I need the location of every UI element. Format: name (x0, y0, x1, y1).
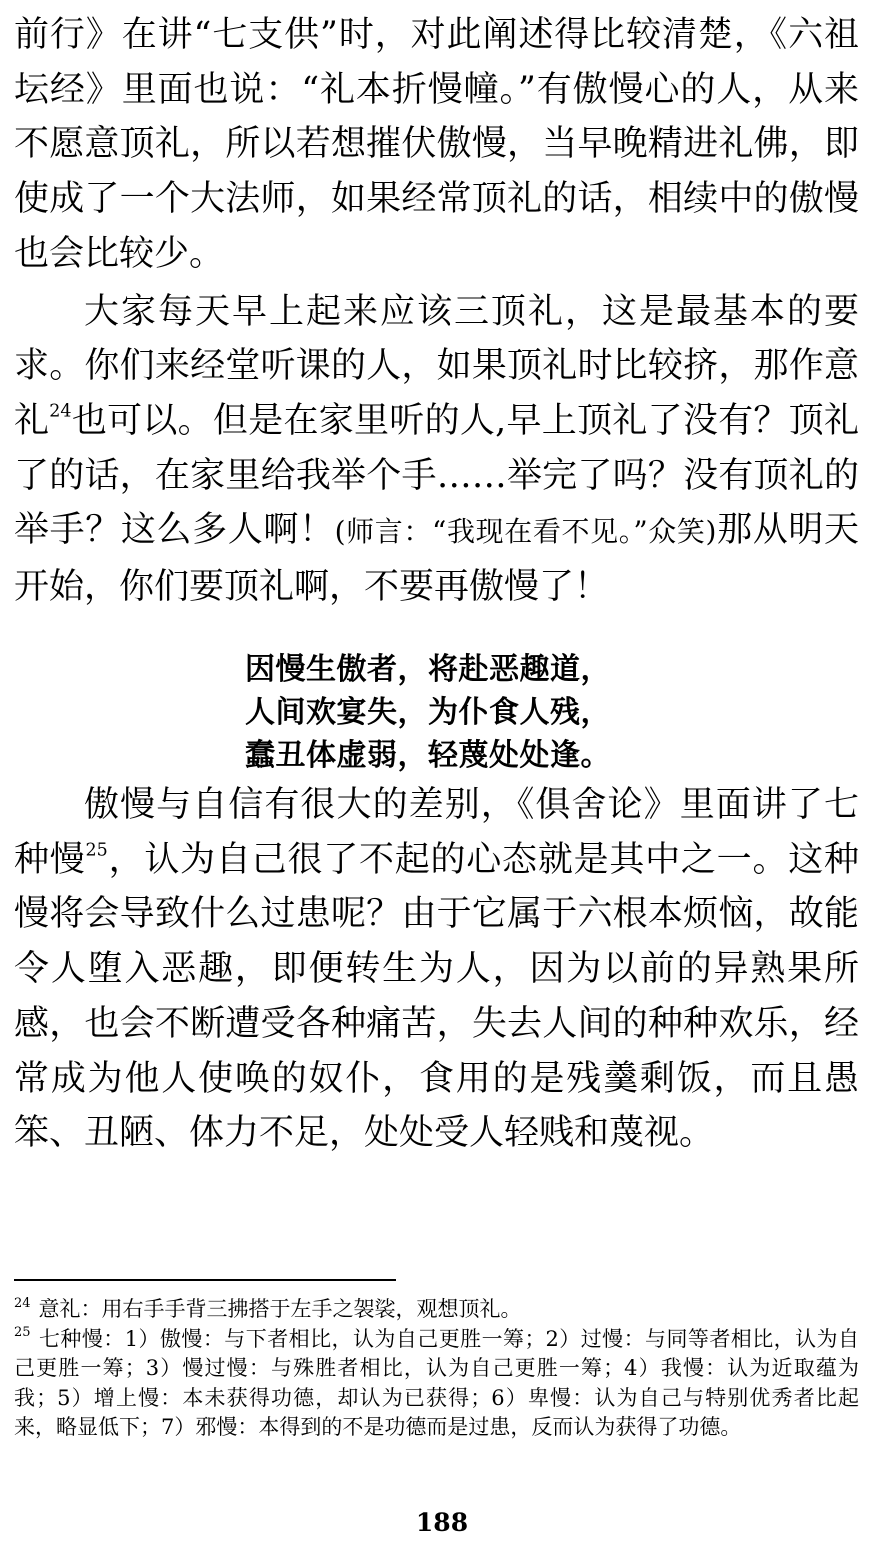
verse-line: 因慢生傲者，将赴恶趣道， (245, 652, 611, 687)
verse-line: 蠢丑体虚弱，轻蔑处处逢。 (245, 738, 611, 773)
footnote-number: 25 (14, 1325, 31, 1341)
paragraph-pride (14, 778, 859, 1161)
footnote-text: 意礼：用右手手背三拂搭于左手之袈裟，观想顶礼。 (38, 1297, 522, 1321)
footnote-25 (14, 1325, 859, 1443)
paragraph-text: 大家每天早上起来应该三顶礼，这是最基本的要求。你们来经堂听课的人，如果顶礼时比较挤，那作意礼 (14, 291, 859, 441)
footnote-ref-25[interactable]: 25 (85, 839, 108, 860)
verse-block (245, 648, 865, 777)
footnote-divider (14, 1279, 396, 1281)
main-text-bottom (14, 778, 859, 1161)
teacher-aside: (师言：“我现在看不见。”众笑) (334, 515, 717, 549)
footnotes (14, 1295, 859, 1443)
footnote-24 (14, 1295, 859, 1325)
paragraph-prostration (14, 285, 859, 615)
paragraph-text: 那从明天开始，你们要顶礼啊，不要再傲慢了！ (14, 510, 859, 608)
page-number: 188 (415, 1508, 469, 1537)
verse-line: 人间欢宴失，为仆食人残， (245, 695, 611, 730)
paragraph-continuation (14, 8, 859, 282)
paragraph-text: 前行》在讲“七支供”时，对此阐述得比较清楚，《六祖坛经》里面也说：“礼本折慢幢。”有傲慢心的人，从来不愿意顶礼，所以若想摧伏傲慢，当早晚精进礼佛，即使成了一个大法师，如果经常顶礼的话，相续中的傲慢也会比较少。 (14, 15, 859, 274)
footnote-number: 24 (14, 1295, 31, 1311)
paragraph-text: ，认为自己很了不起的心态就是其中之一。这种慢将会导致什么过患呢？由于它属于六根本烦恼，故能令人堕入恶趣，即便转生为人，因为以前的异熟果所感，也会不断遭受各种痛苦，失去人间的种种欢乐，经常成为他人使唤的奴仆，食用的是残羹剩饭，而且愚笨、丑陋、体力不足，处处受人轻贱和蔑视。 (14, 839, 859, 1154)
paragraph-text: 也可以。但是在家里听的人,早上顶礼了没有？顶礼了的话，在家里给我举个手……举完了吗？没有顶礼的举手？这么多人啊！ (14, 400, 859, 551)
footnote-text: 七种慢：1）傲慢：与下者相比，认为自己更胜一筹；2）过慢：与同等者相比，认为自己更胜一筹；3）慢过慢：与殊胜者相比，认为自己更胜一筹；4）我慢：认为近取蕴为我；5）增上慢：本未获得功德，却认为已获得；6）卑慢：认为自己与特别优秀者比起来，略显低下；7）邪慢：本得到的不是功德而是过患，反而认为获得了功德。 (14, 1326, 859, 1439)
paragraph-text: 傲慢与自信有很大的差别，《俱舍论》里面讲了七种慢 (14, 785, 859, 880)
footnote-ref-24[interactable]: 24 (49, 401, 72, 422)
main-text-top (14, 8, 859, 615)
